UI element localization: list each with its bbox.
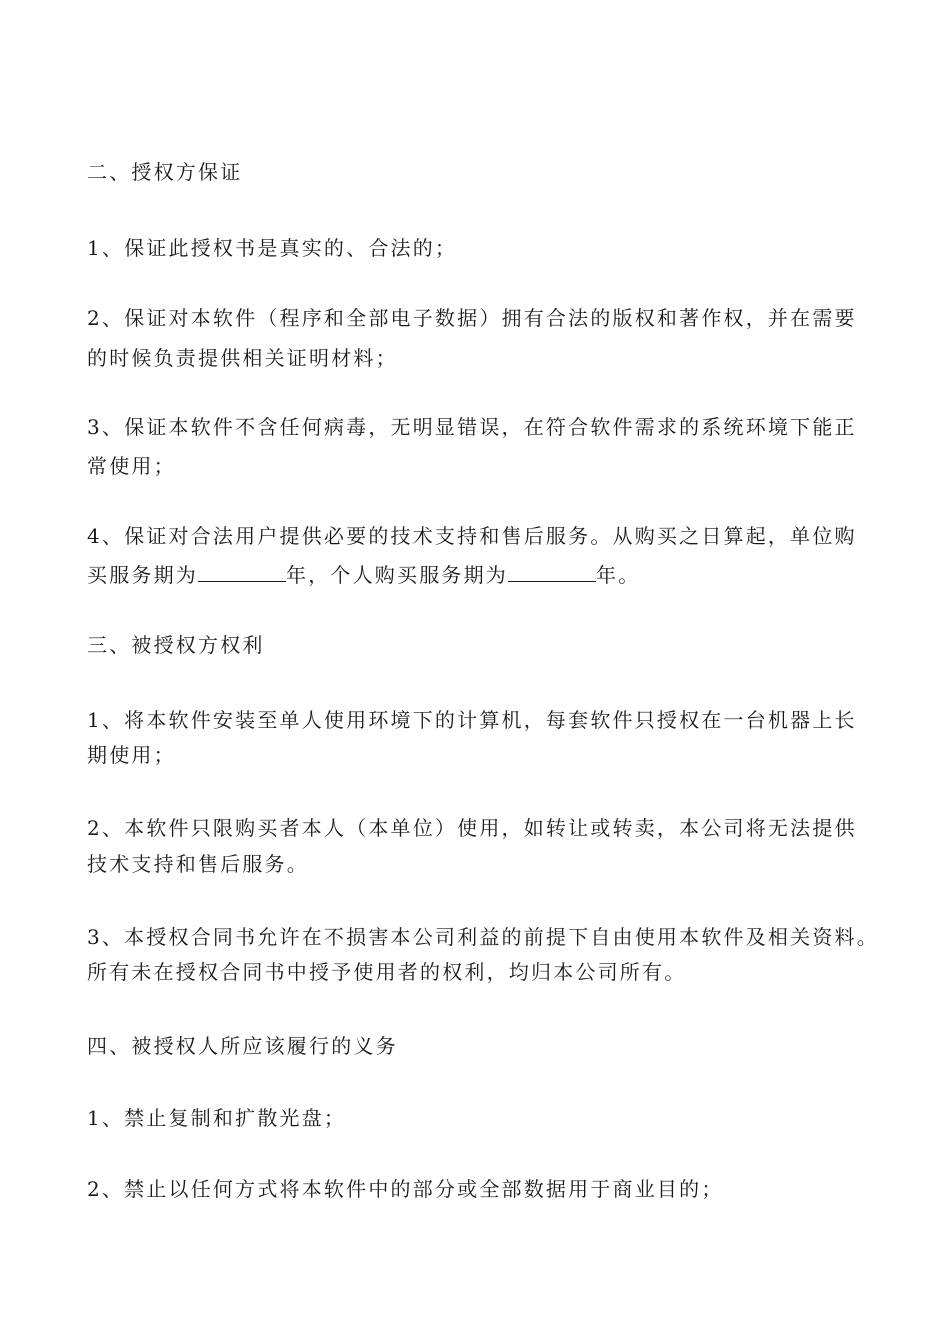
paragraph-3-2-line1: 2、本软件只限购买者本人（本单位）使用，如转让或转卖，本公司将无法提供 bbox=[87, 816, 857, 840]
paragraph-2-1: 1、保证此授权书是真实的、合法的； bbox=[87, 236, 458, 260]
paragraph-4-2: 2、禁止以任何方式将本软件中的部分或全部数据用于商业目的； bbox=[87, 1177, 724, 1201]
paragraph-2-4-line2 bbox=[87, 561, 877, 589]
paragraph-4-1: 1、禁止复制和扩散光盘； bbox=[87, 1106, 347, 1130]
section-heading-licensee-rights: 三、被授权方权利 bbox=[87, 633, 265, 657]
paragraph-3-3-line1: 3、本授权合同书允许在不损害本公司利益的前提下自由使用本软件及相关资料。 bbox=[87, 925, 879, 949]
paragraph-2-4-line1: 4、保证对合法用户提供必要的技术支持和售后服务。从购买之日算起，单位购 bbox=[87, 524, 857, 548]
paragraph-2-2-line2: 的时候负责提供相关证明材料； bbox=[87, 346, 398, 370]
service-period-text-c: 年。 bbox=[596, 563, 641, 587]
personal-service-years-blank bbox=[508, 561, 596, 582]
service-period-text-b: 年，个人购买服务期为 bbox=[286, 563, 508, 587]
paragraph-3-3-line2: 所有未在授权合同书中授予使用者的权利，均归本公司所有。 bbox=[87, 960, 687, 984]
paragraph-2-3-line1: 3、保证本软件不含任何病毒，无明显错误，在符合软件需求的系统环境下能正 bbox=[87, 415, 857, 439]
section-heading-licensee-obligations: 四、被授权人所应该履行的义务 bbox=[87, 1034, 398, 1058]
paragraph-3-1-line2: 期使用； bbox=[87, 743, 176, 767]
paragraph-2-2-line1: 2、保证对本软件（程序和全部电子数据）拥有合法的版权和著作权，并在需要 bbox=[87, 306, 857, 330]
paragraph-3-1-line1: 1、将本软件安装至单人使用环境下的计算机，每套软件只授权在一台机器上长 bbox=[87, 708, 857, 732]
service-period-text-a: 买服务期为 bbox=[87, 563, 198, 587]
paragraph-2-3-line2: 常使用； bbox=[87, 454, 176, 478]
unit-service-years-blank bbox=[198, 561, 286, 582]
section-heading-grantor-guarantee: 二、授权方保证 bbox=[87, 160, 243, 184]
paragraph-3-2-line2: 技术支持和售后服务。 bbox=[87, 852, 309, 876]
